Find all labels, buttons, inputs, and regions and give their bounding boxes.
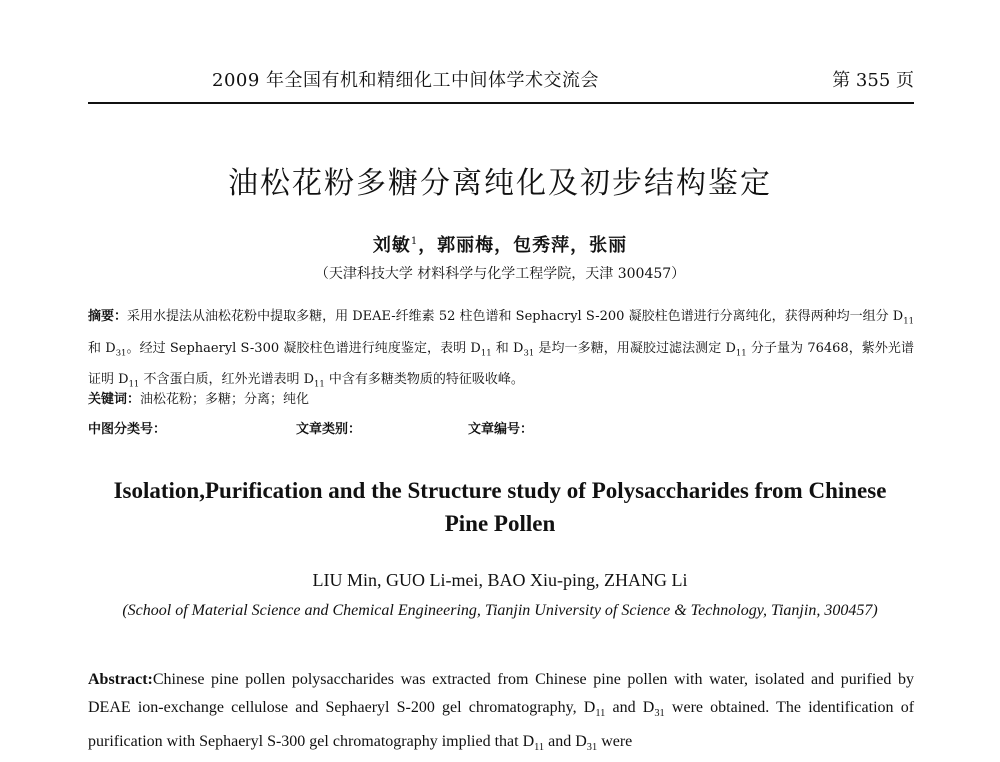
subscript: 31: [115, 347, 127, 358]
subscript: 11: [903, 315, 914, 326]
subscript: 11: [480, 347, 492, 358]
abstract-text: 是均一多糖，用凝胶过滤法测定 D: [534, 340, 736, 356]
chinese-title: 油松花粉多糖分离纯化及初步结构鉴定: [228, 166, 772, 201]
abstract-text: 采用水提法从油松花粉中提取多糖，用 DEAE-纤维素 52 柱色谱和 Sephacryl S-200 凝胶柱色谱进行分离纯化，获得两种均一组分 D: [127, 309, 904, 324]
keywords-text: 油松花粉；多糖；分离；纯化: [140, 392, 310, 407]
keywords-label: 关键词：: [88, 392, 141, 407]
conference-name: 2009 年全国有机和精细化工中间体学术交流会: [212, 70, 600, 91]
subscript: 31: [586, 742, 598, 754]
chinese-abstract: [88, 303, 914, 398]
header-rule: [88, 102, 914, 104]
abstract-text: were obtained. The identification of purification with Sephaeryl S-300 gel chromatography implied that D: [88, 699, 915, 751]
abstract-text: 。经过 Sephaeryl S-300 凝胶柱色谱进行纯度鉴定，表明 D: [126, 340, 481, 356]
chinese-authors: [0, 231, 1000, 257]
abstract-text: and D: [544, 733, 587, 751]
chinese-keywords: [88, 388, 914, 407]
subscript: 11: [595, 708, 606, 720]
abstract-text: 中含有多糖类物质的特征吸收峰。: [324, 372, 524, 388]
chinese-author-first: 刘敏: [372, 235, 411, 256]
chinese-author-rest: ，郭丽梅，包秀萍，张丽: [418, 235, 628, 256]
abstract-text: 分子量为 76468，紫外光谱证明 D: [88, 340, 914, 388]
page-number: 第 355 页: [832, 70, 914, 91]
abstract-text: 和 D: [491, 340, 524, 356]
classification-row: [88, 418, 914, 438]
english-title: Isolation,Purification and the Structure study of Polysaccharides from Chinese Pine Pollen: [113, 478, 887, 536]
abstract-text: and D: [605, 699, 655, 716]
chinese-abstract-label: 摘要：: [88, 309, 128, 324]
abstract-text: were: [597, 733, 633, 751]
subscript: 31: [654, 708, 665, 720]
subscript: 31: [523, 347, 535, 358]
article-number-label: 文章编号：: [468, 422, 534, 437]
english-abstract: [88, 666, 914, 762]
author-affiliation-mark: 1: [410, 236, 419, 247]
english-abstract-label: Abstract:: [88, 671, 153, 688]
classification-label: 中图分类号：: [88, 422, 167, 437]
subscript: 11: [128, 378, 140, 389]
abstract-text: 和 D: [88, 340, 116, 356]
article-type-label: 文章类别：: [296, 422, 362, 437]
abstract-text: 不含蛋白质，红外光谱表明 D: [139, 372, 315, 388]
running-header: [88, 66, 914, 98]
abstract-text: Chinese pine pollen polysaccharides was extracted from Chinese pine pollen with water, isolated and purified by DEAE ion-exchange cellulose and Sephaeryl S-200 gel chromatography, D: [88, 671, 914, 716]
subscript: 11: [534, 742, 545, 754]
english-authors: LIU Min, GUO Li-mei, BAO Xiu-ping, ZHANG Li: [312, 570, 688, 590]
subscript: 11: [735, 347, 747, 358]
chinese-affiliation: （天津科技大学 材料科学与化学工程学院，天津 300457）: [314, 266, 686, 282]
subscript: 11: [314, 378, 325, 389]
english-affiliation: (School of Material Science and Chemical Engineering, Tianjin University of Science & Technology, Tianjin, 300457): [122, 602, 878, 619]
